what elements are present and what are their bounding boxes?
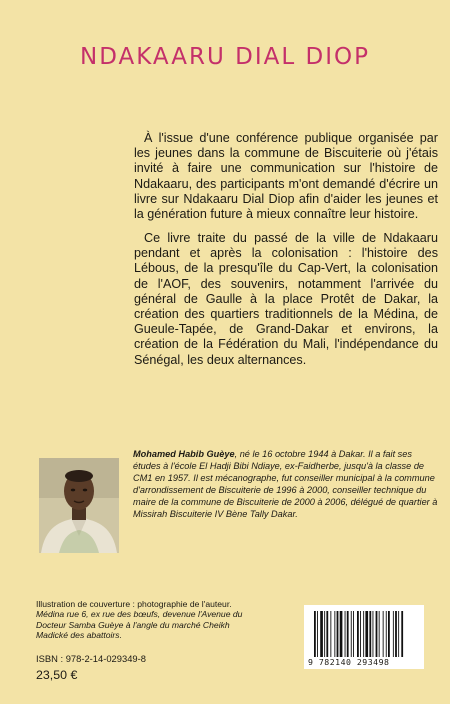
- author-bio-text: , né le 16 octobre 1944 à Dakar. Il a fait ses études à l'école El Hadji Bibi Ndiaye, ex-Faidherbe, jusqu'à la classe de CM1 en 1957. Il est mécanographe, fut conseiller municipal à la commune d'arrondissement de Biscuiterie de 1996 à 2000, conseiller technique du maire de la commune de Biscuiterie de 2000 à 2006, délégué de quartier à Missirah Biscuiterie IV Bène Tally Dakar.: [133, 449, 438, 520]
- book-title: NDAKAARU DIAL DIOP: [80, 44, 370, 70]
- author-photo: [39, 458, 119, 553]
- barcode-digits: 9 782140 293498: [308, 657, 390, 667]
- author-name: Mohamed Habib Guèye: [133, 449, 235, 459]
- isbn: ISBN : 978-2-14-029349-8: [36, 653, 146, 664]
- barcode-bars: [312, 611, 416, 657]
- cover-credit: [36, 599, 246, 641]
- cover-credit-line: Illustration de couverture : photographie de l'auteur.: [36, 599, 232, 609]
- summary-paragraph-1: À l'issue d'une conférence publique organisée par les jeunes dans la commune de Biscuiterie où j'étais invité à faire une communication sur l'histoire de Ndakaaru, des participants m'ont demandé d'écrire un livre sur Ndakaaru Dial Diop afin d'aider les jeunes et la génération future à mieux connaître leur histoire.: [134, 131, 438, 222]
- summary-paragraph-2: Ce livre traite du passé de la ville de Ndakaaru pendant et après la colonisation : l'histoire des Lébous, de la presqu'île du Cap-Vert, la colonisation de l'AOF, des souvenirs, notamment l'arrivée du général de Gaulle à la place Protêt de Dakar, la création des quartiers traditionnels de la Médina, de Gueule-Tapée, de Grand-Dakar et environs, la création de la Fédération du Mali, l'indépendance du Sénégal, les deux alternances.: [134, 231, 438, 367]
- price: 23,50 €: [36, 668, 78, 682]
- author-bio: [133, 448, 439, 521]
- barcode: [304, 605, 424, 669]
- cover-credit-detail: Médina rue 6, ex rue des bœufs, devenue l'Avenue du Docteur Samba Guèye à l'angle du marché Cheikh Madické des abattoirs.: [36, 609, 243, 641]
